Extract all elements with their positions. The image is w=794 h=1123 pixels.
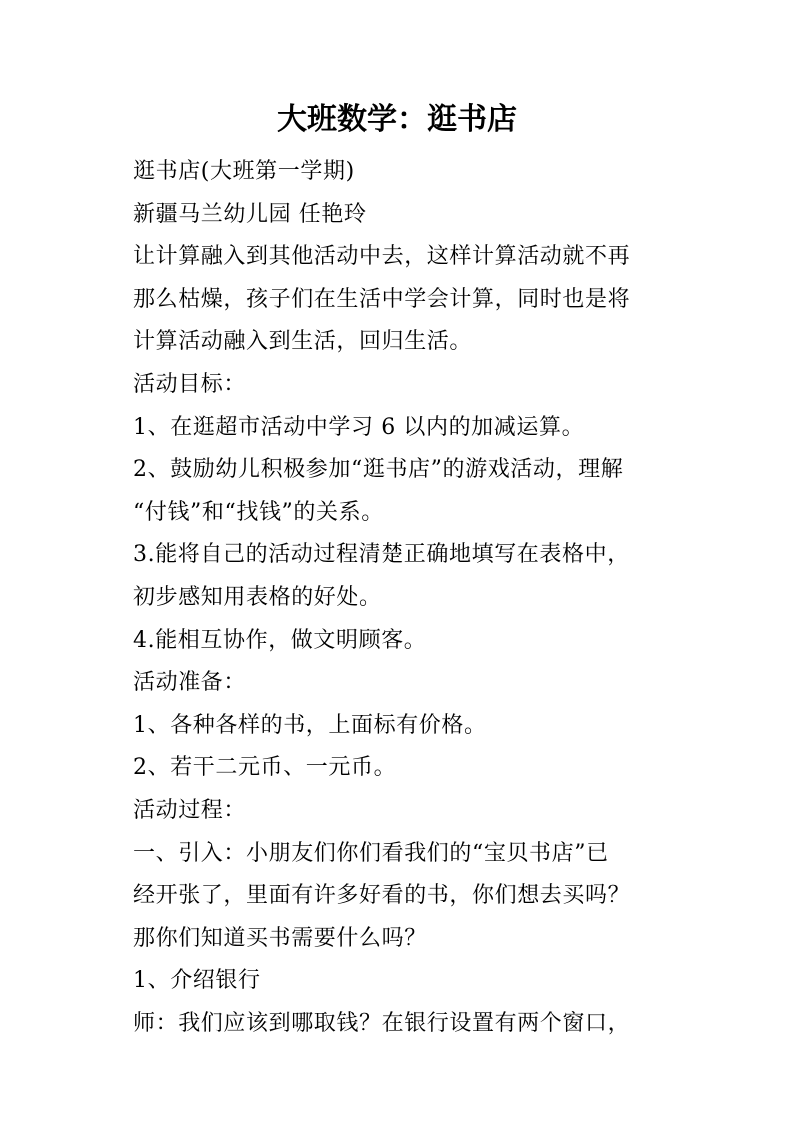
section-heading: 活动准备： <box>133 670 247 696</box>
text-line: 3.能将自己的活动过程清楚正确地填写在表格中， <box>133 542 630 568</box>
text-line: 逛书店(大班第一学期) <box>133 159 355 184</box>
text-line: “付钱”和“找钱”的关系。 <box>133 499 384 525</box>
text-line: 让计算融入到其他活动中去，这样计算活动就不再 <box>133 244 631 270</box>
text-line: 1、各种各样的书，上面标有价格。 <box>133 712 487 738</box>
text-line: 那你们知道买书需要什么吗？ <box>133 925 427 951</box>
text-line: 4.能相互协作，做文明顾客。 <box>133 627 427 653</box>
text-line: 2、鼓励幼儿积极参加“逛书店”的游戏活动，理解 <box>133 457 624 483</box>
text-line: 计算活动融入到生活，回归生活。 <box>133 329 473 355</box>
text-line: 2、若干二元币、一元币。 <box>133 755 397 781</box>
document-title: 大班数学：逛书店 <box>277 102 517 137</box>
text-line: 1、在逛超市活动中学习 6 以内的加减运算。 <box>133 414 585 440</box>
section-heading: 活动目标： <box>133 371 247 397</box>
document-body <box>133 151 669 1045</box>
text-line: 经开张了，里面有许多好看的书，你们想去买吗？ <box>133 883 631 909</box>
text-line: 师：我们应该到哪取钱？在银行设置有两个窗口， <box>133 1010 631 1036</box>
text-line: 1、介绍银行 <box>133 968 261 994</box>
text-line: 初步感知用表格的好处。 <box>133 584 382 610</box>
section-heading: 活动过程： <box>133 797 247 823</box>
text-line: 那么枯燥，孩子们在生活中学会计算，同时也是将 <box>133 286 631 312</box>
text-line: 新疆马兰幼儿园 任艳玲 <box>133 201 367 227</box>
text-line: 一、引入：小朋友们你们看我们的“宝贝书店”已 <box>133 840 609 866</box>
